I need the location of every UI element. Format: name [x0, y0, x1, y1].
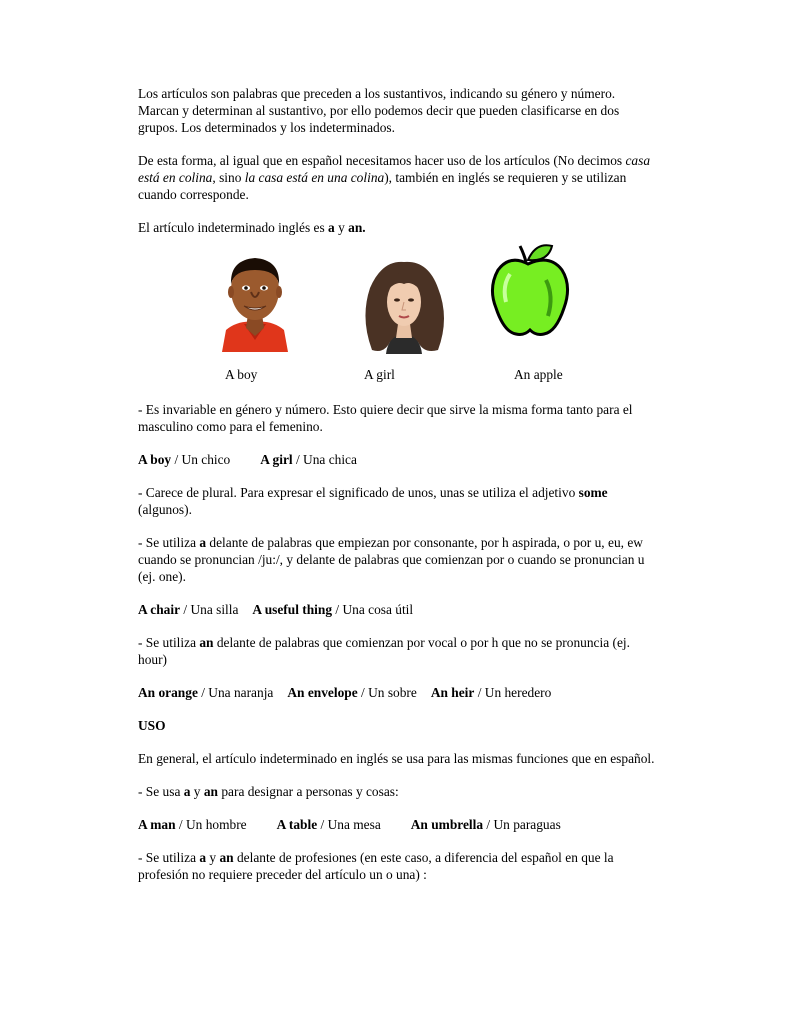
uso-rule2-text-c: delante de profesiones (en este caso, a diferencia del español en que la profesión no requiere preceder del artículo un o una) :	[138, 850, 614, 882]
article-a: a	[183, 784, 191, 799]
example-line-4	[138, 816, 658, 833]
example-translation: / Un hombre	[175, 817, 247, 832]
example-bold: An envelope	[287, 685, 358, 700]
girl-icon	[358, 258, 450, 358]
uso-rule-text-c: para designar a personas y cosas:	[218, 784, 399, 799]
comparison-text-b: , sino	[212, 170, 245, 185]
rule-a-usage	[138, 534, 658, 585]
example-translation: / Una silla	[180, 602, 239, 617]
example-bold: A chair	[138, 602, 181, 617]
indefinite-text: El artículo indeterminado inglés es	[138, 220, 329, 235]
example-translation: / Una cosa útil	[332, 602, 414, 617]
caption-apple: An apple	[514, 367, 563, 382]
article-an: an.	[348, 220, 366, 235]
example-bold: An heir	[430, 685, 475, 700]
uso-heading-text: USO	[138, 718, 166, 733]
rule-a-text-a: - Se utiliza	[138, 535, 200, 550]
rule-plural	[138, 484, 658, 518]
example-italic-2: la casa está en una colina	[244, 170, 385, 185]
rule-plural-bold: some	[578, 485, 608, 500]
uso-rule-text-a: - Se usa	[138, 784, 184, 799]
comparison-paragraph	[138, 152, 658, 203]
comparison-text-c: ), también en inglés se requieren y se utilizan cuando corresponde.	[138, 170, 627, 202]
boy-icon	[218, 248, 292, 356]
rule-an-usage	[138, 634, 658, 668]
document-page	[138, 85, 658, 899]
comparison-text-a: De esta forma, al igual que en español necesitamos hacer uso de los artículos (No decimos	[138, 153, 626, 168]
article-a: a	[328, 220, 335, 235]
example-bold: An orange	[138, 685, 198, 700]
uso-rule2-text-a: - Se utiliza	[138, 850, 200, 865]
example-line-1	[138, 451, 658, 468]
example-translation: / Un sobre	[357, 685, 417, 700]
rule-an-text-c: delante de palabras que comienzan por vocal o por h que no se pronuncia (ej. hour)	[138, 635, 630, 667]
rule-plural-text-c: (algunos).	[138, 502, 192, 517]
intro-paragraph	[138, 85, 658, 136]
rule-invariable	[138, 401, 658, 435]
conjunction: y	[334, 220, 349, 235]
rule-a-text-c: delante de palabras que empiezan por consonante, por h aspirada, o por u, eu, ew cuando se pronuncian /ju:/, y delante de palabras que comienzan por o cuando se pronuncian u (ej. one).	[138, 535, 645, 584]
uso-rule-professions	[138, 849, 658, 883]
example-italic-1: casa está en colina	[138, 153, 651, 185]
indefinite-article-paragraph	[138, 219, 658, 236]
uso-general	[138, 750, 658, 767]
conjunction: y	[190, 784, 204, 799]
intro-text: Los artículos son palabras que preceden a los sustantivos, indicando su género y número. Marcan y determinan al sustantivo, por ello podemos decir que pueden clasificarse en dos grupos. Los determinados y los indeterminados.	[138, 86, 620, 135]
article-an: an	[219, 850, 234, 865]
article-an: an	[203, 784, 218, 799]
example-translation: / Una naranja	[197, 685, 274, 700]
example-translation: / Un heredero	[474, 685, 552, 700]
uso-general-text: En general, el artículo indeterminado en inglés se usa para las mismas funciones que en español.	[138, 751, 655, 766]
example-bold: An umbrella	[410, 817, 484, 832]
example-bold: A table	[276, 817, 318, 832]
example-translation: / Una chica	[292, 452, 357, 467]
rule-invariable-text: - Es invariable en género y número. Esto quiere decir que sirve la misma forma tanto para el masculino como para el femenino.	[138, 402, 633, 434]
rule-an-bold: an	[199, 635, 214, 650]
article-a: a	[199, 850, 207, 865]
example-translation: / Una mesa	[317, 817, 381, 832]
rule-an-text-a: - Se utiliza	[138, 635, 200, 650]
example-line-3	[138, 684, 658, 701]
example-bold: A useful thing	[252, 602, 333, 617]
caption-boy: A boy	[225, 367, 258, 382]
conjunction: y	[206, 850, 220, 865]
illustration-captions	[138, 366, 658, 383]
example-bold: A girl	[260, 452, 293, 467]
example-bold: A man	[138, 817, 176, 832]
rule-plural-text-a: - Carece de plural. Para expresar el significado de unos, unas se utiliza el adjetivo	[138, 485, 579, 500]
uso-heading	[138, 717, 658, 734]
example-line-2	[138, 601, 658, 618]
example-bold: A boy	[138, 452, 172, 467]
rule-a-bold: a	[199, 535, 207, 550]
apple-icon	[490, 240, 570, 344]
caption-girl: A girl	[364, 367, 395, 382]
example-translation: / Un chico	[171, 452, 231, 467]
uso-rule-persons	[138, 783, 658, 800]
example-translation: / Un paraguas	[483, 817, 561, 832]
illustrations-row	[138, 248, 658, 356]
